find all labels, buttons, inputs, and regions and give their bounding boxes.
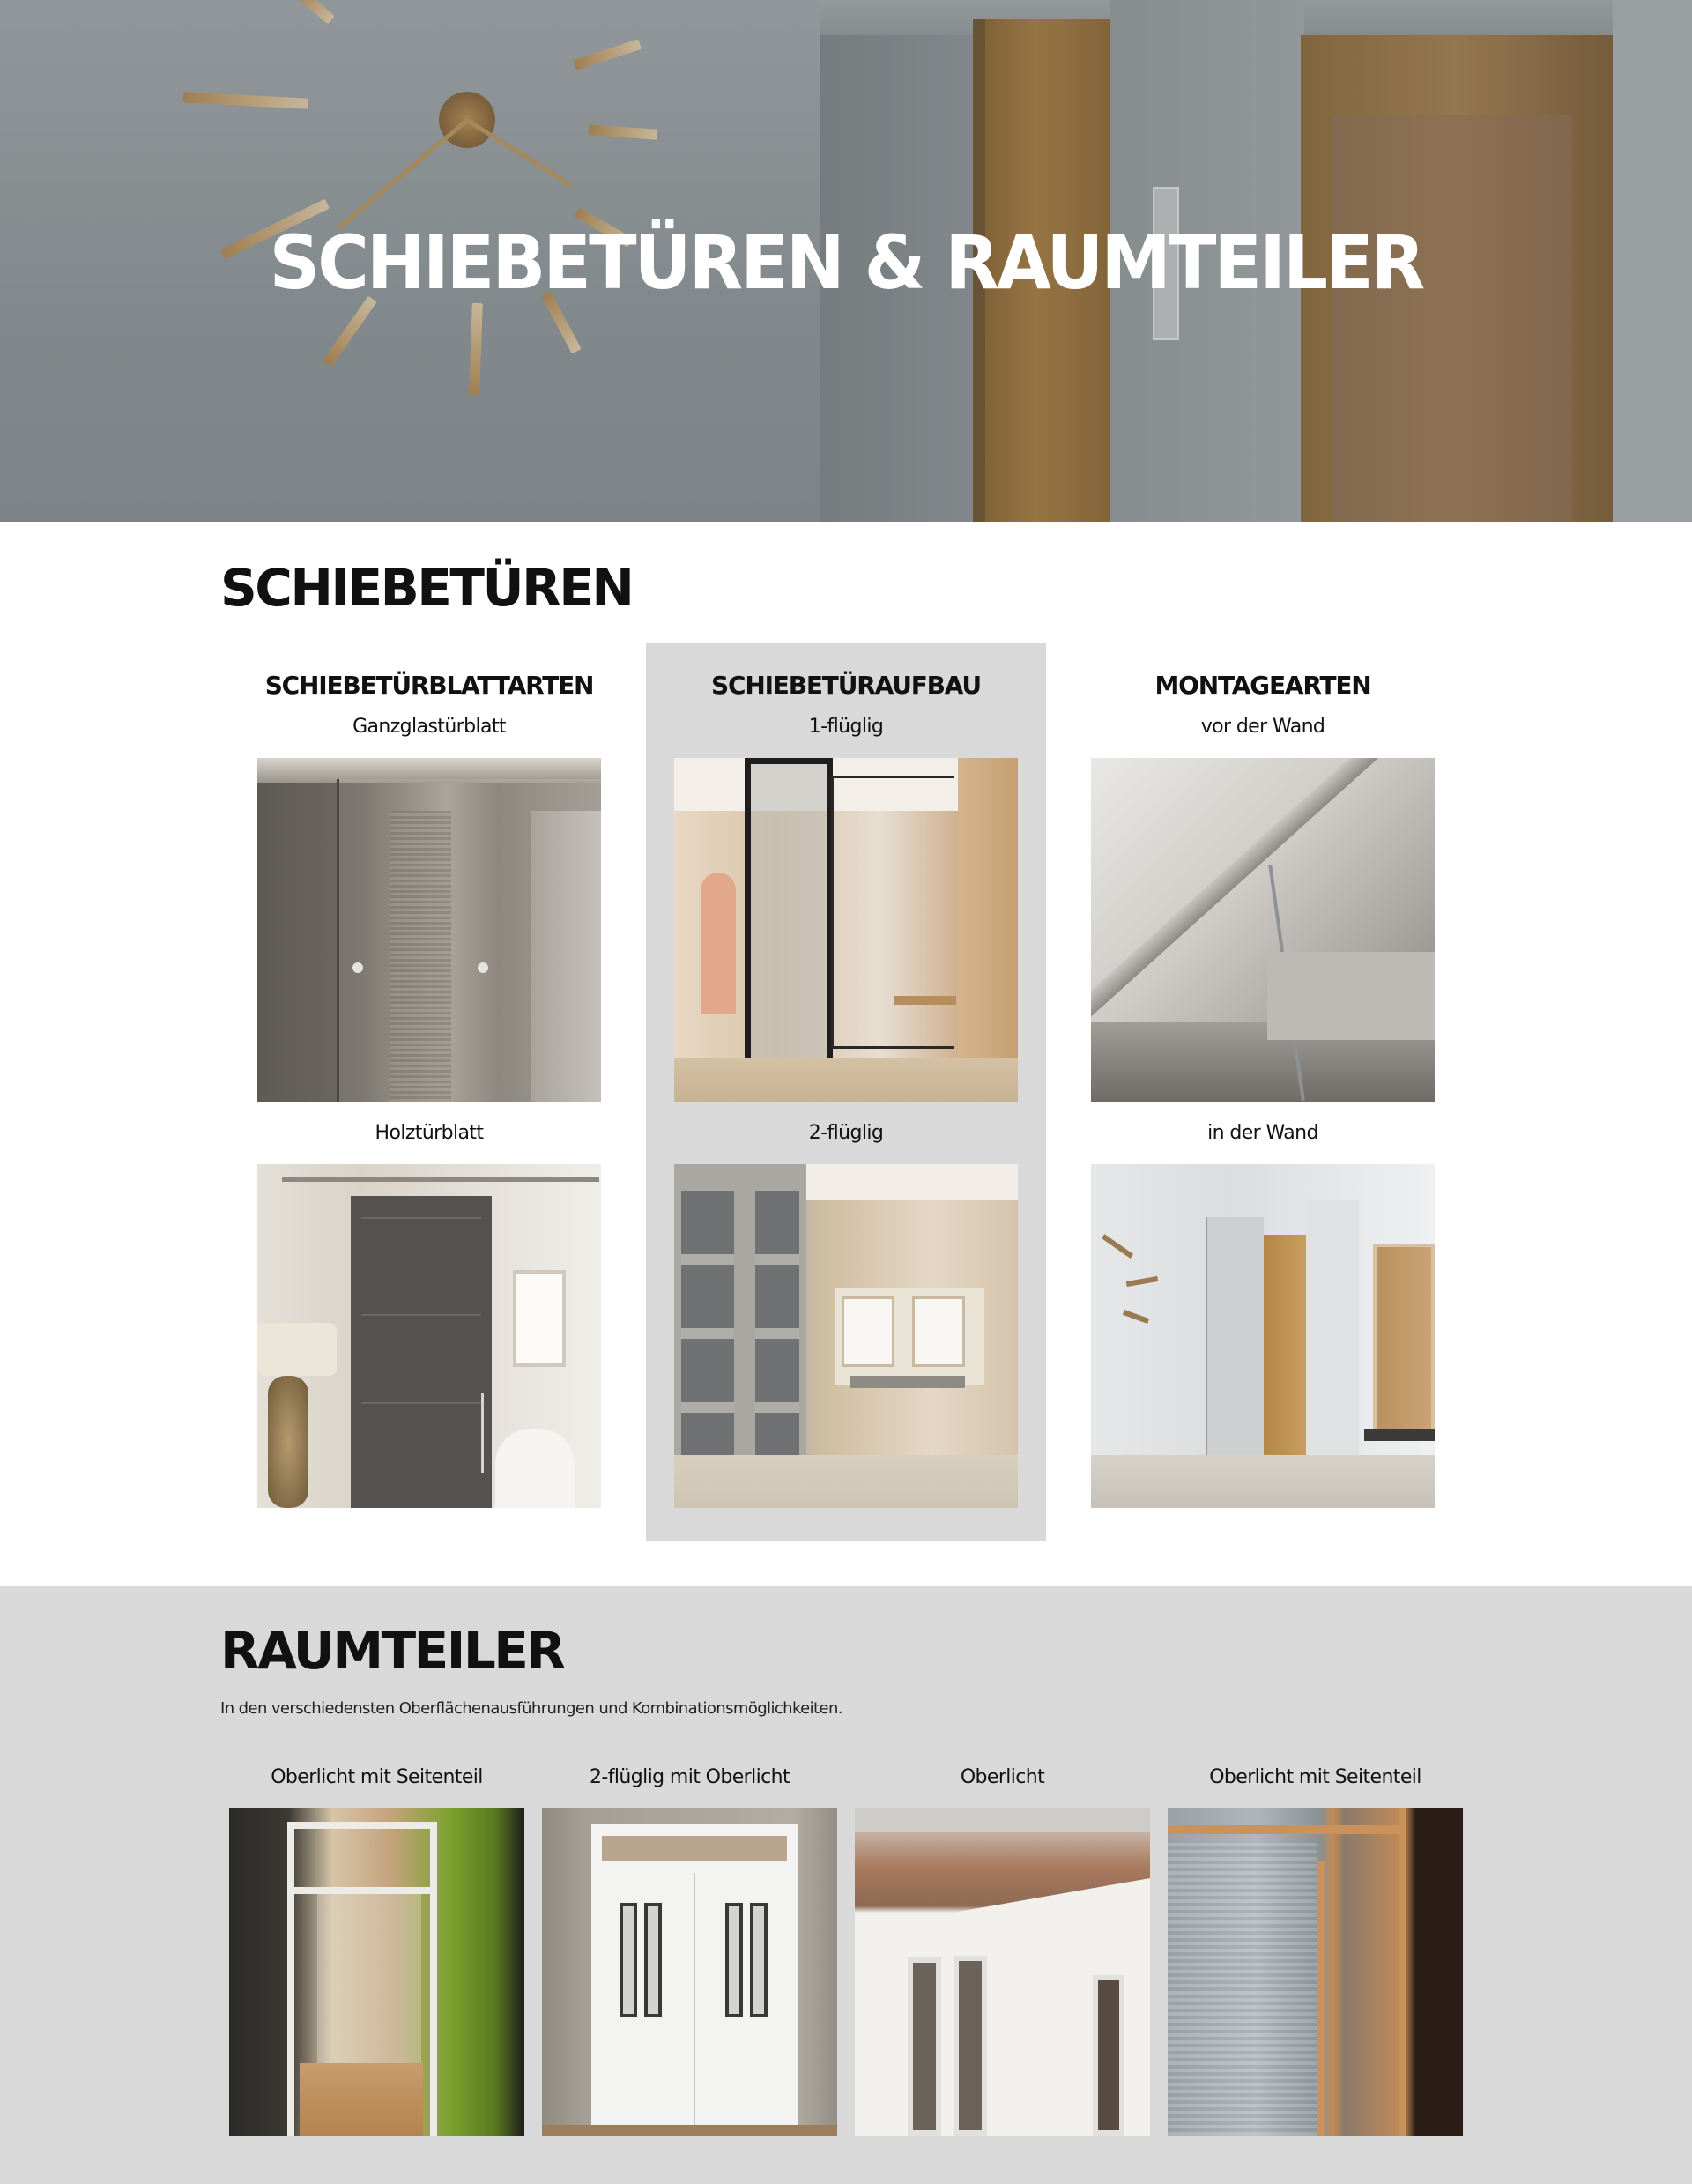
section-title-raumteiler: RAUMTEILER	[220, 1621, 564, 1681]
caption-1-fluglig: 1-flüglig	[808, 716, 884, 738]
wood-frame-glass-partition-photo[interactable]	[1168, 1808, 1463, 2136]
column-schiebetueraufbau	[646, 643, 1046, 1541]
caption-holztuerblatt: Holztürblatt	[375, 1122, 484, 1144]
hero-banner	[0, 0, 1692, 522]
section-subtitle: In den verschiedensten Oberflächenausführungen und Kombinationsmöglichkeiten.	[220, 1699, 842, 1718]
column-title: SCHIEBETÜRAUFBAU	[711, 671, 981, 700]
caption-ganzglastuerblatt: Ganzglastürblatt	[352, 716, 506, 738]
caption-raumteiler-1: Oberlicht mit Seitenteil	[271, 1766, 483, 1788]
white-partition-transom-photo[interactable]	[855, 1808, 1150, 2136]
glass-sliding-door-photo[interactable]	[257, 758, 601, 1102]
single-leaf-sliding-door-photo[interactable]	[674, 758, 1018, 1102]
glass-partition-green-hallway-photo[interactable]	[229, 1808, 524, 2136]
caption-raumteiler-4: Oberlicht mit Seitenteil	[1209, 1766, 1421, 1788]
double-leaf-sliding-door-photo[interactable]	[674, 1164, 1018, 1508]
column-title: SCHIEBETÜRBLATTARTEN	[264, 671, 594, 700]
wooden-barn-sliding-door-photo[interactable]	[257, 1164, 601, 1508]
column-montagearten	[1063, 643, 1463, 1541]
white-double-door-transom-photo[interactable]	[542, 1808, 837, 2136]
caption-raumteiler-2: 2-flüglig mit Oberlicht	[590, 1766, 790, 1788]
section-raumteiler	[0, 1586, 1692, 2184]
hero-title: SCHIEBETÜREN & RAUMTEILER	[269, 219, 1423, 306]
pocket-door-photo[interactable]	[1091, 1164, 1435, 1508]
caption-raumteiler-3: Oberlicht	[960, 1766, 1045, 1788]
column-title: MONTAGEARTEN	[1154, 671, 1371, 700]
caption-in-der-wand: in der Wand	[1207, 1122, 1318, 1144]
caption-vor-der-wand: vor der Wand	[1200, 716, 1325, 738]
section-title-schiebetueren: SCHIEBETÜREN	[220, 558, 633, 618]
wall-mounted-track-photo[interactable]	[1091, 758, 1435, 1102]
column-schiebetuerblattarten	[229, 643, 629, 1541]
caption-2-fluglig: 2-flüglig	[808, 1122, 884, 1144]
